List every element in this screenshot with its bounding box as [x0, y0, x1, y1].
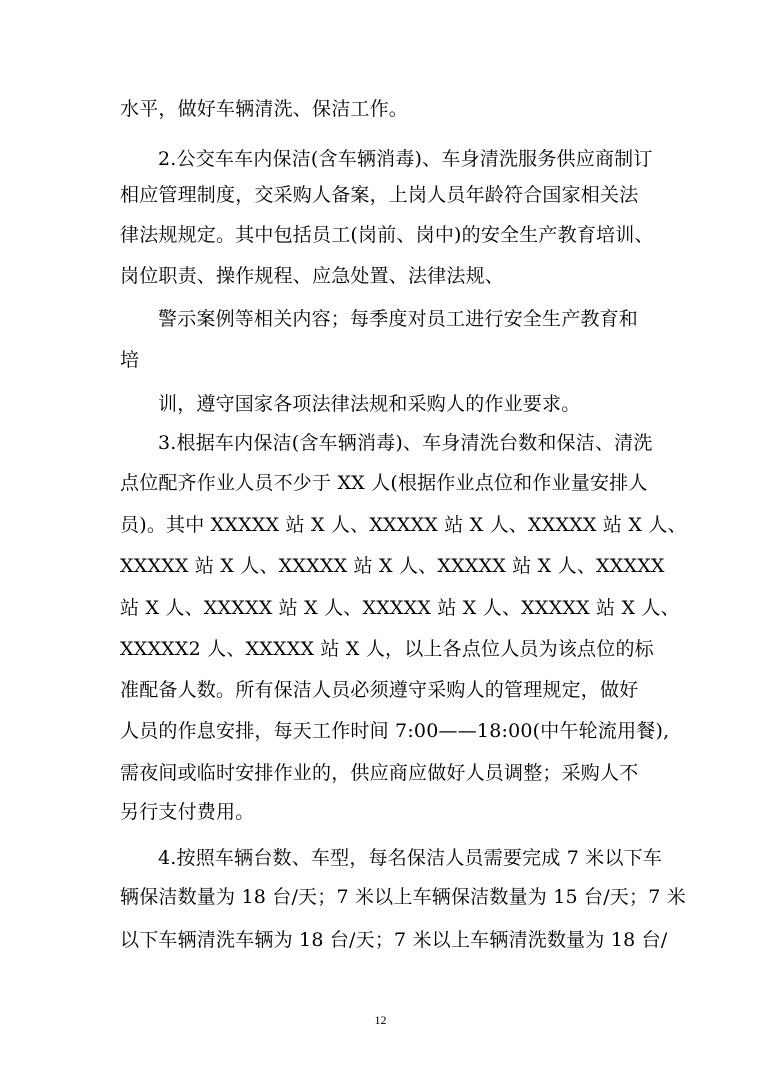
- text-line-19: 4.按照车辆台数、车型，每名保洁人员需要完成 7 米以下车: [158, 847, 663, 869]
- text-line-5: 岗位职责、操作规程、应急处置、法律法规、: [120, 265, 505, 287]
- text-line-3: 相应管理制度，交采购人备案，上岗人员年龄符合国家相关法: [120, 184, 639, 206]
- text-line-10: 点位配齐作业人员不少于 XX 人(根据作业点位和作业量安排人: [120, 472, 648, 494]
- text-line-17: 需夜间或临时安排作业的，供应商应做好人员调整；采购人不: [120, 762, 639, 784]
- text-line-18: 另行支付费用。: [120, 801, 255, 823]
- text-line-20: 辆保洁数量为 18 台/天；7 米以上车辆保洁数量为 15 台/天；7 米: [120, 886, 686, 908]
- text-line-11: 员)。其中 XXXXX 站 X 人、XXXXX 站 X 人、XXXXX 站 X 人、: [120, 514, 687, 536]
- text-line-21: 以下车辆清洗车辆为 18 台/天；7 米以上车辆清洗数量为 18 台/: [120, 929, 668, 951]
- text-line-1: 水平，做好车辆清洗、保洁工作。: [120, 98, 409, 120]
- page-number: 12: [374, 1013, 387, 1027]
- text-line-4: 律法规规定。其中包括员工(岗前、岗中)的安全生产教育培训、: [120, 224, 654, 246]
- text-line-7: 培: [120, 349, 140, 371]
- text-line-8: 训，遵守国家各项法律法规和采购人的作业要求。: [158, 393, 581, 415]
- text-line-13: 站 X 人、XXXXX 站 X 人、XXXXX 站 X 人、XXXXX 站 X 人、: [120, 597, 680, 619]
- text-line-15: 准配备人数。所有保洁人员必须遵守采购人的管理规定，做好: [120, 679, 639, 701]
- text-line-2: 2.公交车车内保洁(含车辆消毒)、车身清洗服务供应商制订: [158, 148, 653, 170]
- text-line-14: XXXXX2 人、XXXXX 站 X 人，以上各点位人员为该点位的标: [120, 638, 654, 660]
- text-line-12: XXXXX 站 X 人、XXXXX 站 X 人、XXXXX 站 X 人、XXXXX: [120, 555, 665, 577]
- text-line-9: 3.根据车内保洁(含车辆消毒)、车身清洗台数和保洁、清洗: [158, 432, 653, 454]
- text-line-16: 人员的作息安排，每天工作时间 7:00——18:00(中午轮流用餐),: [120, 720, 670, 742]
- text-line-6: 警示案例等相关内容；每季度对员工进行安全生产教育和: [158, 308, 639, 330]
